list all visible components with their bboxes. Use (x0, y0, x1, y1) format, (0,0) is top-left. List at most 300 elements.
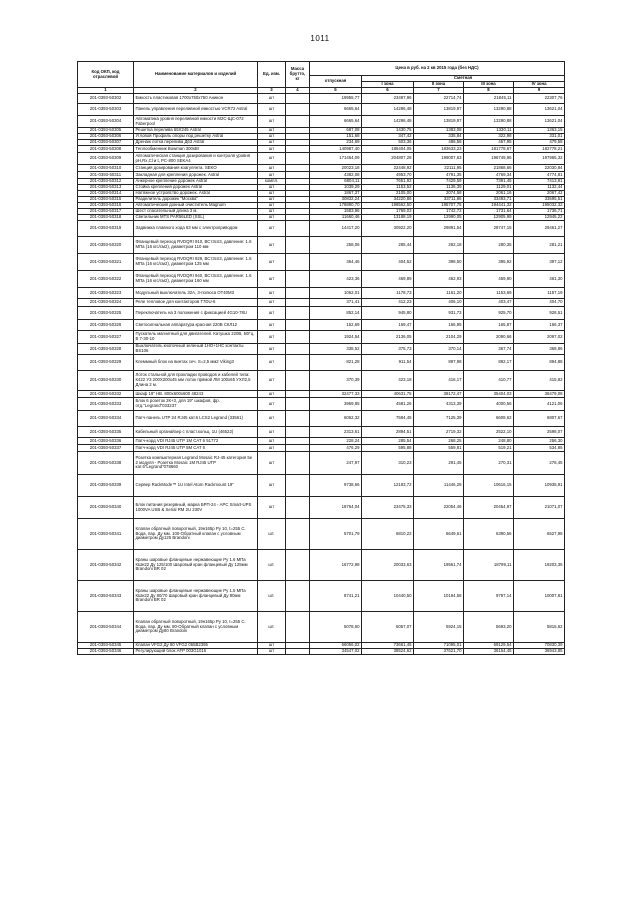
row-code: 201-0393-50330 (78, 371, 134, 391)
row-mass (286, 153, 310, 165)
row-code: 201-0393-50327 (78, 331, 134, 344)
row-zone-4-price: 10935,91 (514, 475, 565, 497)
row-release-price: 140987,40 (310, 146, 362, 153)
header-code: Код ОКП, код отраслевой (78, 62, 134, 88)
row-code: 201-0393-50325 (78, 307, 134, 320)
row-zone-1-price: 14296,48 (362, 116, 414, 128)
row-zone-2-price: 7429,59 (414, 179, 464, 185)
row-zone-4-price: 534,85 (514, 445, 565, 452)
row-zone-4-price: 415,82 (514, 371, 565, 391)
row-code: 201-0393-50311 (78, 172, 134, 179)
row-unit: шт (258, 128, 286, 134)
row-name: Панель управления переливной емкостью VCR72 Astral (134, 104, 258, 116)
row-zone-3-price: 1153,69 (464, 288, 514, 299)
row-mass (286, 94, 310, 104)
row-name: Автоматическая станция дозирования и контроля уровня рН,Rx,Cl и t, PC-800 SEKA4 (134, 153, 258, 165)
row-zone-3-price: 280,35 (464, 237, 514, 254)
row-name: Шест спасательный длина 3 м. (134, 209, 258, 215)
row-zone-1-price: 347,42 (362, 134, 414, 140)
row-zone-1-price: 1178,73 (362, 288, 414, 299)
row-unit: шт (258, 153, 286, 165)
row-zone-1-price: 23497,96 (362, 94, 414, 104)
row-zone-3-price: 4769,34 (464, 172, 514, 179)
row-unit: шт (258, 191, 286, 197)
row-mass (286, 299, 310, 307)
column-number: 1 (78, 88, 134, 94)
table-row (78, 371, 565, 391)
row-mass (286, 146, 310, 153)
row-release-price: 20023,18 (310, 165, 362, 172)
row-name: Автоматика уровня переливной емкости М2С-ЩС-072 Faberpool (134, 116, 258, 128)
row-code: 201-0393-50320 (78, 237, 134, 254)
header-unit: Ед. изм. (258, 62, 286, 88)
row-zone-3-price: 13290,88 (464, 104, 514, 116)
row-mass (286, 398, 310, 411)
table-row (78, 165, 565, 172)
row-code: 201-0393-50334 (78, 411, 134, 427)
row-zone-1-price: 375,73 (362, 344, 414, 355)
row-release-price: 19955,77 (310, 94, 362, 104)
row-release-price: 228,24 (310, 438, 362, 445)
row-zone-4-price: 461,30 (514, 271, 565, 288)
row-unit: шт. (258, 550, 286, 581)
row-zone-4-price: 22030,84 (514, 165, 565, 172)
row-zone-2-price: 398,50 (414, 254, 464, 271)
row-zone-3-price: 9797,14 (464, 581, 514, 612)
row-zone-4-price: 21071,07 (514, 497, 565, 519)
row-name: Фланцевый переход RVDQRI 910, ВСт3сп3, давление: 1.6 МПа (16 кгс/см2), диаметром 110 мм (134, 237, 258, 254)
row-zone-4-price: 19203,35 (514, 550, 565, 581)
row-unit: шт (258, 649, 286, 655)
row-zone-1-price: 285,54 (362, 438, 414, 445)
row-zone-4-price: 894,88 (514, 355, 565, 371)
row-unit: шт (258, 299, 286, 307)
row-unit: шт (258, 271, 286, 288)
row-name: Светильник MTS PAR56LED (SSL) (134, 215, 258, 221)
row-zone-3-price: 181778,67 (464, 146, 514, 153)
row-name: Лоток стальной для прокладки проводов и кабелей типа: К422 У3 200Х200х45 мм лоток прямой ЛМ 100х65 УХЛ2,5 Длина 2 м. (134, 371, 258, 391)
row-zone-4-price: 7413,91 (514, 179, 565, 185)
row-mass (286, 391, 310, 398)
row-release-price: 6665,64 (310, 104, 362, 116)
row-mass (286, 411, 310, 427)
row-mass (286, 427, 310, 438)
table-row (78, 427, 565, 438)
row-zone-1-price: 2894,51 (362, 427, 414, 438)
row-name: Клеммный блок на винтах сеч. S=2,5 мм2 Viking3 (134, 355, 258, 371)
row-zone-3-price: 36154,45 (464, 649, 514, 655)
row-mass (286, 271, 310, 288)
row-zone-1-price: 595,88 (362, 445, 414, 452)
row-unit: шт (258, 221, 286, 237)
row-unit: компл. (258, 179, 286, 185)
row-release-price: 687,08 (310, 128, 362, 134)
column-number: 9 (514, 88, 565, 94)
row-zone-4-price: 70830,39 (514, 643, 565, 649)
table-row (78, 649, 565, 655)
row-release-price: 16772,98 (310, 550, 362, 581)
row-name: Теплообменник Bowman 300кВт (134, 146, 258, 153)
header-zone-2: II зона (414, 82, 464, 88)
row-zone-3-price: 1129,01 (464, 185, 514, 191)
row-zone-2-price: 195707,75 (414, 203, 464, 209)
row-zone-4-price: 6807,67 (514, 411, 565, 427)
row-release-price: 338,52 (310, 344, 362, 355)
row-zone-4-price: 33595,51 (514, 197, 565, 203)
row-name: Регулирующий блок AFP 003G1016 (134, 649, 258, 655)
row-release-price: 476,29 (310, 445, 362, 452)
row-unit: шт (258, 237, 286, 254)
row-zone-3-price: 2522,10 (464, 427, 514, 438)
row-mass (286, 331, 310, 344)
row-release-price: 5701,79 (310, 519, 362, 550)
row-zone-4-price: 22307,76 (514, 94, 565, 104)
row-zone-2-price: 2104,29 (414, 331, 464, 344)
table-row (78, 581, 565, 612)
row-zone-1-price: 1769,03 (362, 209, 414, 215)
table-row (78, 237, 565, 254)
row-zone-3-price: 459,90 (464, 271, 514, 288)
row-unit: шт (258, 209, 286, 215)
row-code: 201-0393-50336 (78, 438, 134, 445)
row-mass (286, 355, 310, 371)
row-release-price: 8741,21 (310, 581, 362, 612)
row-zone-1-price: 945,80 (362, 307, 414, 320)
row-zone-2-price: 370,14 (414, 344, 464, 355)
header-price-group: Цена в руб. на 2 кв 2015 года (без НДС) (310, 62, 565, 76)
row-zone-4-price: 6527,98 (514, 519, 565, 550)
column-number: 4 (286, 88, 310, 94)
row-zone-2-price: 183633,23 (414, 146, 464, 153)
row-zone-2-price: 166,95 (414, 320, 464, 331)
row-release-price: 151,68 (310, 134, 362, 140)
row-name: Блок 6 розеток 2К+3, для 19" шкафов, фр. отд."Legrand"033237 (134, 398, 258, 411)
row-zone-3-price: 33493,71 (464, 197, 514, 203)
row-release-price: 234,69 (310, 140, 362, 146)
row-release-price: 423,36 (310, 271, 362, 288)
row-name: Модульный выключатель 32А, 3-полюса ОТ40М3 (134, 288, 258, 299)
row-name: Краны шаровые фланцевые нержавеющие Ру 1.6 МПа КШн22 Ду 125/100 Шаровый кран фланцевый Ду 125мм Brandoni BR 02 (134, 550, 258, 581)
table-row (78, 445, 565, 452)
row-zone-1-price: 404,52 (362, 254, 414, 271)
row-release-price: 152,69 (310, 320, 362, 331)
row-mass (286, 165, 310, 172)
row-unit: шт (258, 134, 286, 140)
row-release-price: 364,46 (310, 254, 362, 271)
row-zone-2-price: 19561,74 (414, 550, 464, 581)
row-code: 201-0393-50305 (78, 128, 134, 134)
row-zone-1-price: 186404,05 (362, 146, 414, 153)
row-zone-4-price: 404,70 (514, 299, 565, 307)
row-zone-3-price: 20454,97 (464, 497, 514, 519)
row-zone-1-price: 469,89 (362, 271, 414, 288)
row-code: 201-0393-50321 (78, 254, 134, 271)
row-release-price: 18764,04 (310, 497, 362, 519)
row-zone-2-price: 37621,70 (414, 649, 464, 655)
row-zone-4-price: 166,37 (514, 320, 565, 331)
row-release-price: 6062,32 (310, 411, 362, 427)
row-code: 201-0393-50307 (78, 140, 134, 146)
row-code: 201-0393-50322 (78, 271, 134, 288)
row-code: 201-0393-50318 (78, 215, 134, 221)
row-zone-1-price: 911,54 (362, 355, 414, 371)
row-code: 201-0393-50315 (78, 197, 134, 203)
row-unit: шт (258, 344, 286, 355)
table-row (78, 104, 565, 116)
row-zone-2-price: 33711,86 (414, 197, 464, 203)
row-zone-4-price: 1363,15 (514, 128, 565, 134)
row-name: Патч-корд VDI RJ45 UTP 5М CAT 6 (134, 445, 258, 452)
row-name: Разделитель дорожек "Москва" (134, 197, 258, 203)
row-release-price: 14417,20 (310, 221, 362, 237)
table-row (78, 299, 565, 307)
row-unit: шт (258, 104, 286, 116)
row-zone-2-price: 13819,97 (414, 116, 464, 128)
row-zone-1-price: 40631,75 (362, 391, 414, 398)
row-zone-4-price: 1132,44 (514, 185, 565, 191)
row-name: Патч-корд VDI RJ45 UTP 1М CAT 6 51772 (134, 438, 258, 445)
row-zone-2-price: 282,18 (414, 237, 464, 254)
row-unit: шт (258, 146, 286, 153)
row-zone-4-price: 281,21 (514, 237, 565, 254)
row-zone-2-price: 1383,08 (414, 128, 464, 134)
table-row (78, 153, 565, 165)
row-unit: шт. (258, 519, 286, 550)
row-code: 201-0393-50346 (78, 649, 134, 655)
row-zone-1-price: 12183,72 (362, 475, 414, 497)
row-zone-2-price: 199007,63 (414, 153, 464, 165)
row-zone-2-price: 1136,39 (414, 185, 464, 191)
column-number: 6 (362, 88, 414, 94)
row-release-price: 852,14 (310, 307, 362, 320)
row-zone-4-price: 2067,42 (514, 191, 565, 197)
table-row (78, 94, 565, 104)
row-zone-4-price: 2598,07 (514, 427, 565, 438)
column-number: 5 (310, 88, 362, 94)
row-unit: шт (258, 172, 286, 179)
row-zone-1-price: 10440,50 (362, 581, 414, 612)
row-zone-1-price: 30922,20 (362, 221, 414, 237)
row-zone-4-price: 1736,71 (514, 209, 565, 215)
row-zone-3-price: 322,98 (464, 134, 514, 140)
table-row (78, 438, 565, 445)
row-name: Клапан VFG2 Ду 80 VFG2 065B2395 (134, 643, 258, 649)
row-release-price: 1062,01 (310, 288, 362, 299)
row-zone-3-price: 2061,16 (464, 191, 514, 197)
row-name: Дренаж лотка перелива Д63 Astral (134, 140, 258, 146)
row-name: Пускатель магнитный для двигателей. Катушка 220В, 50Гц. В 7-30-10 (134, 331, 258, 344)
row-zone-3-price: 519,21 (464, 445, 514, 452)
row-zone-2-price: 22054,46 (414, 497, 464, 519)
row-name: Выключатель кнопочный зеленый 1НО+1НС контакты BS106 (134, 344, 258, 355)
row-unit: шт (258, 203, 286, 209)
row-code: 201-0393-50332 (78, 391, 134, 398)
row-name: Клапан обратный поворотный, 19н165р Ру 10, t=255 С. Вода, пар. Ду мм. 80-Обратный клапан с условным диаметром Ду80 Brandoni (134, 612, 258, 643)
row-release-price: 6665,64 (310, 116, 362, 128)
row-code: 201-0393-50319 (78, 221, 134, 237)
row-code: 201-0393-50328 (78, 344, 134, 355)
row-release-price: 371,41 (310, 299, 362, 307)
row-unit: шт (258, 391, 286, 398)
table-row (78, 146, 565, 153)
row-zone-3-price: 13290,88 (464, 116, 514, 128)
row-zone-1-price: 423,18 (362, 371, 414, 391)
table-row (78, 550, 565, 581)
row-code: 201-0393-50340 (78, 497, 134, 519)
row-unit: шт (258, 140, 286, 146)
row-zone-3-price: 248,80 (464, 438, 514, 445)
row-unit: шт (258, 185, 286, 191)
row-zone-4-price: 4774,81 (514, 172, 565, 179)
row-code: 201-0393-50344 (78, 612, 134, 643)
row-code: 201-0393-50343 (78, 581, 134, 612)
table-row (78, 320, 565, 331)
row-code: 201-0393-50306 (78, 134, 134, 140)
row-name: Угловой Профиль опоры под решетку Astral (134, 134, 258, 140)
row-unit: шт (258, 427, 286, 438)
column-number: 3 (258, 88, 286, 94)
row-zone-2-price: 12990,05 (414, 215, 464, 221)
row-release-price: 370,39 (310, 371, 362, 391)
row-code: 201-0393-50302 (78, 94, 134, 104)
row-release-price: 821,28 (310, 355, 362, 371)
row-zone-2-price: 462,93 (414, 271, 464, 288)
page-number: 1011 (310, 34, 330, 43)
row-mass (286, 172, 310, 179)
row-code: 201-0393-50310 (78, 165, 134, 172)
row-name: Натяжное устройство дорожек. Astral (134, 191, 258, 197)
row-release-price: 32477,33 (310, 391, 362, 398)
row-zone-3-price: 403,47 (464, 299, 514, 307)
row-zone-1-price: 310,23 (362, 452, 414, 475)
row-release-price: 6804,11 (310, 179, 362, 185)
row-name: Емкость пластиковая 1700х750х750 Аникон (134, 94, 258, 104)
row-zone-3-price: 6608,62 (464, 411, 514, 427)
table-row (78, 475, 565, 497)
row-code: 201-0393-50337 (78, 445, 134, 452)
row-name: Задвижка плавного хода 63 мм с электроприводом (134, 221, 258, 237)
row-zone-1-price: 7651,92 (362, 179, 414, 185)
row-zone-4-price: 10007,81 (514, 581, 565, 612)
row-zone-2-price: 4791,35 (414, 172, 464, 179)
row-zone-2-price: 11446,28 (414, 475, 464, 497)
row-zone-2-price: 335,84 (414, 134, 464, 140)
row-zone-4-price: 29461,27 (514, 221, 565, 237)
row-mass (286, 438, 310, 445)
row-zone-1-price: 1153,52 (362, 185, 414, 191)
row-zone-2-price: 71095,01 (414, 643, 464, 649)
row-mass (286, 221, 310, 237)
row-name: Автоматический донный очиститель Magnum (134, 203, 258, 209)
table-row (78, 254, 565, 271)
row-code: 201-0393-50304 (78, 116, 134, 128)
row-zone-1-price: 23475,33 (362, 497, 414, 519)
table-row (78, 221, 565, 237)
row-zone-4-price: 38479,08 (514, 391, 565, 398)
row-zone-4-price: 13621,04 (514, 104, 565, 116)
row-release-price: 1583,96 (310, 209, 362, 215)
table-row (78, 331, 565, 344)
row-name: Фланцевый переход RVDQRI 940, ВСт3сп3, давление: 1.6 МПа (16 кгс/см2), диаметром 160 мм (134, 271, 258, 288)
row-mass (286, 104, 310, 116)
row-release-price: 9738,66 (310, 475, 362, 497)
row-zone-2-price: 486,58 (414, 140, 464, 146)
row-zone-3-price: 12905,99 (464, 215, 514, 221)
table-row (78, 398, 565, 411)
row-zone-1-price: 198562,50 (362, 203, 414, 209)
row-zone-2-price: 559,81 (414, 445, 464, 452)
row-name: Анкерное крепление дорожек Astral (134, 179, 258, 185)
row-zone-3-price: 28747,15 (464, 221, 514, 237)
row-name: Шкаф 19" НВ. 800х600х600 48243 (134, 391, 258, 398)
row-zone-1-price: 14296,48 (362, 104, 414, 116)
row-mass (286, 237, 310, 254)
row-zone-1-price: 38524,62 (362, 649, 414, 655)
row-name: Кабельный органайзер с пласт.кольц. 1U (46522) (134, 427, 258, 438)
row-zone-3-price: 10616,15 (464, 475, 514, 497)
row-unit: шт (258, 254, 286, 271)
row-mass (286, 497, 310, 519)
table-row (78, 307, 565, 320)
header-zone-4: IV зона (514, 82, 565, 88)
row-unit: шт (258, 371, 286, 391)
row-release-price: 30832,24 (310, 197, 362, 203)
row-mass (286, 288, 310, 299)
row-name: Сервер RackMode™ 1U Intel Atom Rackmount 19" (134, 475, 258, 497)
row-name: Переключатель на 3 положения с фиксацией 4G10-78U (134, 307, 258, 320)
row-code: 201-0393-50342 (78, 550, 134, 581)
row-zone-3-price: 21845,11 (464, 94, 514, 104)
table-row (78, 355, 565, 371)
row-unit: шт (258, 288, 286, 299)
row-name: Клапан обратный поворотный, 19н165р Ру 10, t=255 С. Вода, пар. Ду мм. 100-Обратный клапан с условным диаметром Ду125 Brandoni (134, 519, 258, 550)
table-row (78, 288, 565, 299)
row-zone-1-price: 4581,26 (362, 398, 414, 411)
row-zone-3-price: 2090,66 (464, 331, 514, 344)
row-zone-2-price: 2074,58 (414, 191, 464, 197)
row-name: Закладная для крепления дорожек. Astral (134, 172, 258, 179)
row-zone-3-price: 892,17 (464, 355, 514, 371)
row-mass (286, 307, 310, 320)
row-code: 201-0393-50326 (78, 320, 134, 331)
table-row (78, 497, 565, 519)
column-number: 8 (464, 88, 514, 94)
row-zone-3-price: 165,87 (464, 320, 514, 331)
row-zone-3-price: 69129,54 (464, 643, 514, 649)
table-row (78, 411, 565, 427)
row-mass (286, 649, 310, 655)
table-row (78, 116, 565, 128)
row-release-price: 5078,60 (310, 612, 362, 643)
row-zone-2-price: 1161,20 (414, 288, 464, 299)
row-zone-3-price: 410,77 (464, 371, 514, 391)
price-table (77, 61, 565, 655)
table-row (78, 271, 565, 288)
row-release-price: 258,06 (310, 237, 362, 254)
row-release-price: 11660,46 (310, 215, 362, 221)
row-unit: шт (258, 331, 286, 344)
row-zone-3-price: 4000,56 (464, 398, 514, 411)
row-zone-4-price: 928,51 (514, 307, 565, 320)
row-unit: шт (258, 116, 286, 128)
row-zone-1-price: 2136,05 (362, 331, 414, 344)
row-code: 201-0393-50309 (78, 153, 134, 165)
row-release-price: 1924,54 (310, 331, 362, 344)
table-row (78, 344, 565, 355)
row-release-price: 4382,08 (310, 172, 362, 179)
row-zone-2-price: 10194,58 (414, 581, 464, 612)
row-zone-1-price: 73661,45 (362, 643, 414, 649)
